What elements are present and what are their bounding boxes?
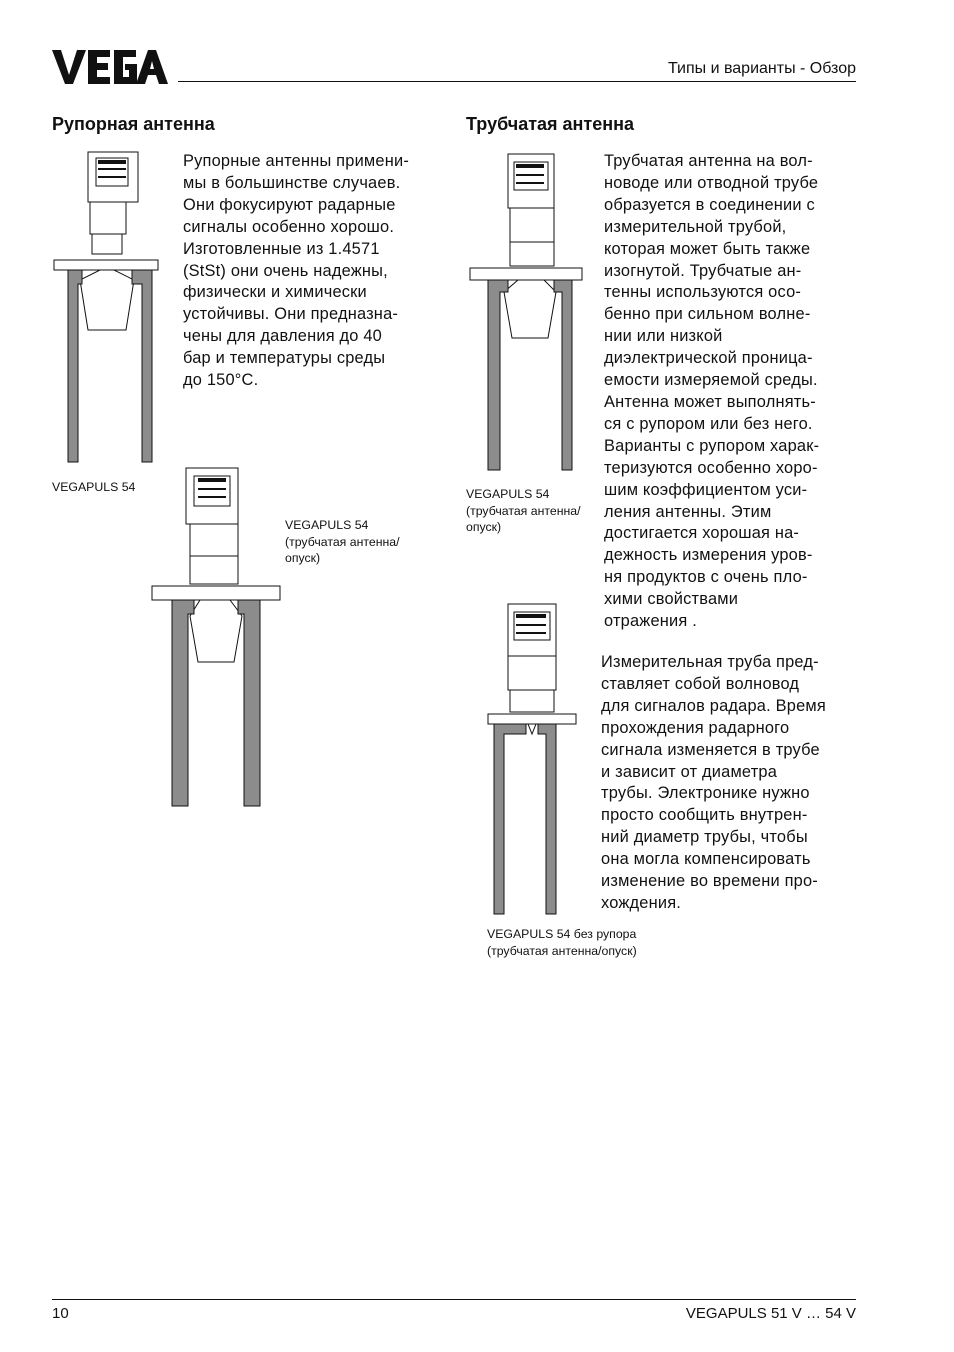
text-line: диэлектрической проница- [604, 349, 813, 368]
text-line: ставляет собой волновод [601, 674, 800, 693]
header-rule [178, 81, 856, 82]
text-line: тенны используются осо- [604, 283, 802, 302]
figure-tube-antenna-no-horn [486, 602, 578, 918]
text-line: достигается хорошая на- [604, 524, 800, 543]
text-line: ся с рупором или без него. [604, 414, 813, 433]
text-line: изогнутой. Трубчатые ан- [604, 261, 802, 280]
text-line: прохождения радарного [601, 718, 790, 737]
text-line: (StSt) они очень надежны, [183, 261, 388, 280]
caption-line: (трубчатая антенна/ [285, 534, 400, 549]
caption-horn-tube [285, 517, 400, 567]
tube-antenna-paragraph-1 [604, 151, 819, 633]
figure-horn-antenna [52, 150, 160, 466]
caption-line: опуск) [285, 551, 321, 565]
text-line: сигналы особенно хорошо. [183, 217, 395, 236]
text-line: она могла компенсировать [601, 850, 811, 869]
text-line: дежность измерения уров- [604, 546, 813, 565]
text-line: теризуются особенно хоро- [604, 458, 818, 477]
heading-tube-antenna: Трубчатая антенна [466, 114, 635, 134]
text-line: бар и температуры среды [183, 349, 386, 368]
figure-horn-tube-antenna [150, 466, 282, 810]
text-line: образуется в соединении с [604, 195, 815, 214]
text-line: ления антенны. Этим [604, 502, 772, 521]
text-line: Трубчатая антенна на вол- [604, 152, 813, 170]
text-line: сигнала изменяется в трубе [601, 740, 820, 759]
text-line: емости измеряемой среды. [604, 371, 818, 390]
caption-no-horn [487, 926, 637, 959]
caption-line: (трубчатая антенна/ [466, 503, 581, 518]
text-line: измерительной трубой, [604, 217, 787, 236]
text-line: Измерительная труба пред- [601, 653, 819, 671]
caption-line: VEGAPULS 54 [466, 487, 550, 501]
caption-line: (трубчатая антенна/опуск) [487, 943, 637, 958]
text-line: которая может быть также [604, 239, 811, 258]
text-line: нии или низкой [604, 327, 723, 346]
text-line: Они фокусируют радарные [183, 195, 396, 214]
text-line: изменение во времени про- [601, 872, 818, 891]
text-line: чены для давления до 40 [183, 327, 382, 346]
horn-antenna-paragraph [183, 151, 409, 392]
text-line: и зависит от диаметра [601, 762, 778, 781]
text-line: Рупорные антенны примени- [183, 152, 409, 170]
text-line: хождения. [601, 893, 682, 912]
text-line: трубы. Электронике нужно [601, 784, 810, 803]
caption-line: VEGAPULS 54 [285, 518, 369, 532]
text-line: устойчивы. Они предназна- [183, 305, 399, 324]
caption-tube [466, 486, 581, 536]
text-line: для сигналов радара. Время [601, 696, 826, 715]
text-line: новоде или отводной трубе [604, 173, 819, 192]
heading-horn-antenna: Рупорная антенна [52, 114, 215, 134]
text-line: ний диаметр трубы, чтобы [601, 828, 808, 847]
caption-line: опуск) [466, 520, 502, 534]
footer-rule [52, 1299, 856, 1300]
caption-line: VEGAPULS 54 [52, 480, 136, 494]
text-line: шим коэффициентом уси- [604, 480, 808, 499]
text-line: ня продуктов с очень пло- [604, 568, 808, 587]
text-line: просто сообщить внутрен- [601, 806, 808, 825]
vega-logo [52, 50, 168, 84]
text-line: мы в большинстве случаев. [183, 173, 401, 192]
page-number: 10 [52, 1305, 69, 1322]
text-line: до 150°C. [183, 371, 259, 390]
figure-tube-antenna [468, 152, 584, 474]
text-line: отражения . [604, 612, 697, 631]
caption-line: VEGAPULS 54 без рупора [487, 927, 637, 941]
footer-doc-title: VEGAPULS 51 V … 54 V [685, 1305, 856, 1322]
text-line: хими свойствами [604, 590, 739, 609]
section-title: Типы и варианты - Обзор [667, 60, 856, 77]
tube-antenna-paragraph-2 [601, 652, 826, 915]
text-line: Антенна может выполнять- [604, 392, 816, 411]
caption-horn [52, 479, 135, 496]
text-line: бенно при сильном волне- [604, 305, 811, 324]
text-line: Варианты с рупором харак- [604, 436, 820, 455]
text-line: физически и химически [183, 283, 367, 302]
text-line: Изготовленные из 1.4571 [183, 239, 380, 258]
